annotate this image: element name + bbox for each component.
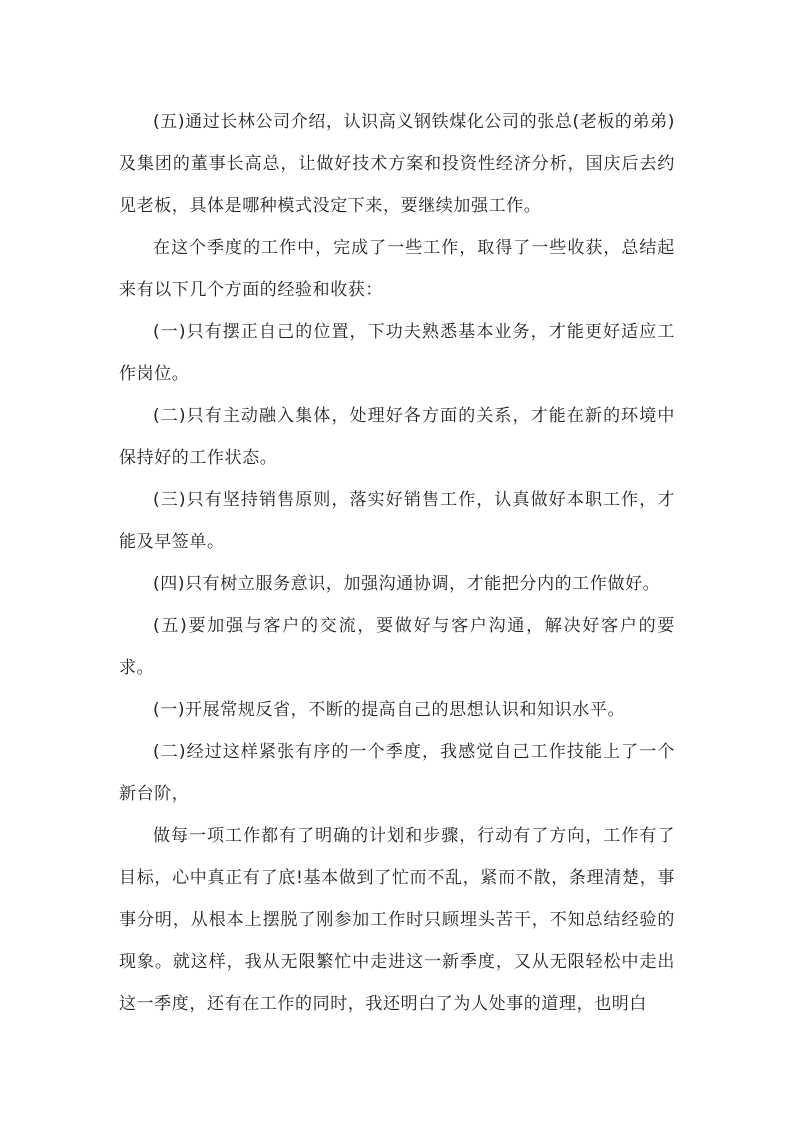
document-page bbox=[119, 101, 675, 1025]
paragraph-reflection: 做每一项工作都有了明确的计划和步骤，行动有了方向，工作有了目标，心中真正有了底!基本做到了忙而不乱，紧而不散，条理清楚，事事分明，从根本上摆脱了刚参加工作时只顾埋头苦干，不知总结经验的现象。就这样，我从无限繁忙中走进这一新季度，又从无限轻松中走出这一季度，还有在工作的同时，我还明白了为人处事的道理，也明白 bbox=[119, 826, 675, 1014]
paragraph-gain-1: (一)开展常规反省，不断的提高自己的思想认识和知识水平。 bbox=[153, 700, 626, 720]
paragraph-lesson-1: (一)只有摆正自己的位置，下功夫熟悉基本业务，才能更好适应工作岗位。 bbox=[119, 322, 675, 384]
paragraph-lesson-2: (二)只有主动融入集体，处理好各方面的关系，才能在新的环境中保持好的工作状态。 bbox=[119, 406, 675, 468]
paragraph-lesson-5: (五)要加强与客户的交流，要做好与客户沟通，解决好客户的要求。 bbox=[119, 616, 675, 678]
paragraph-lesson-4: (四)只有树立服务意识，加强沟通协调，才能把分内的工作做好。 bbox=[153, 574, 661, 594]
paragraph-report-zhang: (五)通过长林公司介绍，认识高义钢铁煤化公司的张总(老板的弟弟)及集团的董事长高总，让做好技术方案和投资性经济分析，国庆后去约见老板，具体是哪种模式没定下来，要继续加强工作。 bbox=[119, 112, 675, 216]
paragraph-summary-intro: 在这个季度的工作中，完成了一些工作，取得了一些收获，总结起来有以下几个方面的经验和收获： bbox=[119, 238, 675, 300]
paragraph-lesson-3: (三)只有坚持销售原则，落实好销售工作，认真做好本职工作，才能及早签单。 bbox=[119, 490, 675, 552]
paragraph-gain-2: (二)经过这样紧张有序的一个季度，我感觉自己工作技能上了一个新台阶， bbox=[119, 742, 675, 804]
